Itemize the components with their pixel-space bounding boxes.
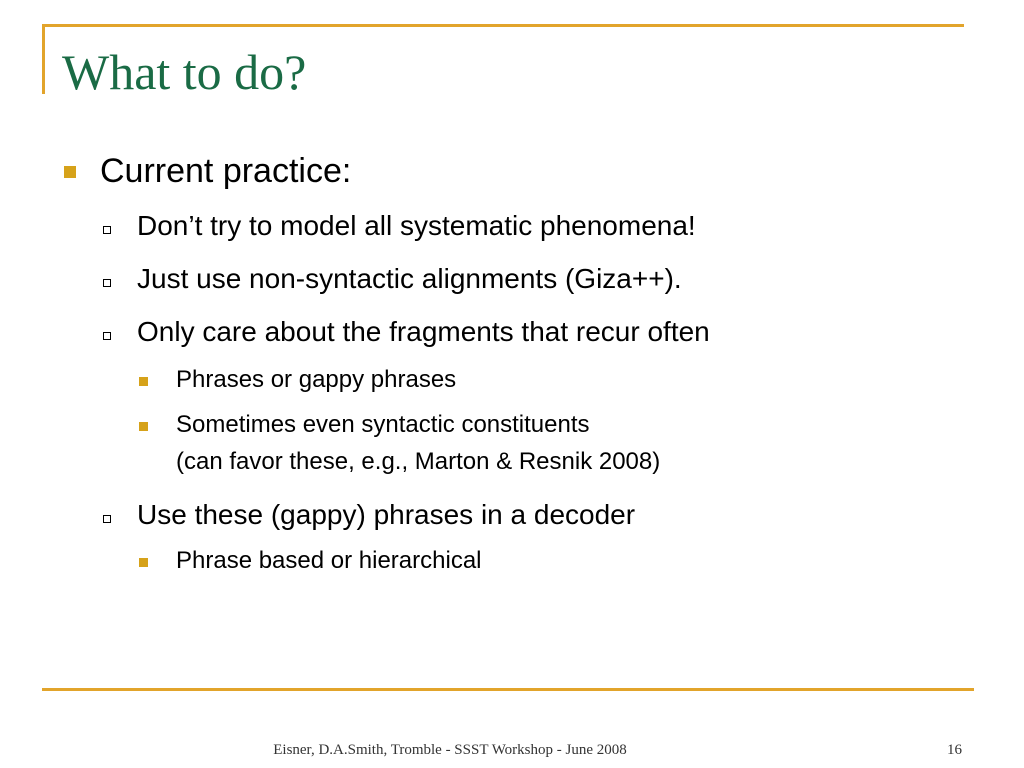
- bullet-recur-often: Only care about the fragments that recur often: [137, 316, 710, 347]
- footer-credit: Eisner, D.A.Smith, Tromble - SSST Workshop - June 2008: [273, 742, 627, 758]
- hollow-square-bullet-icon: [103, 279, 111, 287]
- bullet-marton-resnik: (can favor these, e.g., Marton & Resnik 2008): [176, 448, 661, 475]
- bullet-current-practice: Current practice:: [100, 152, 352, 190]
- small-square-bullet-icon: [139, 422, 148, 431]
- filled-square-bullet-icon: [64, 166, 76, 178]
- bullet-gappy-phrases: Phrases or gappy phrases: [176, 366, 457, 393]
- hollow-square-bullet-icon: [103, 226, 111, 234]
- footer-divider: [42, 688, 974, 691]
- bullet-use-phrases-decoder: Use these (gappy) phrases in a decoder: [137, 499, 636, 530]
- small-square-bullet-icon: [139, 558, 148, 567]
- bullet-phrase-based: Phrase based or hierarchical: [176, 547, 482, 574]
- bullet-non-syntactic: Just use non-syntactic alignments (Giza++).: [137, 263, 682, 294]
- hollow-square-bullet-icon: [103, 515, 111, 523]
- bullet-dont-model: Don’t try to model all systematic phenomena!: [137, 210, 696, 241]
- small-square-bullet-icon: [139, 377, 148, 386]
- bullet-syntactic-constituents: Sometimes even syntactic constituents: [176, 411, 590, 438]
- page-number: 16: [947, 742, 962, 758]
- slide-title: What to do?: [62, 44, 307, 100]
- hollow-square-bullet-icon: [103, 332, 111, 340]
